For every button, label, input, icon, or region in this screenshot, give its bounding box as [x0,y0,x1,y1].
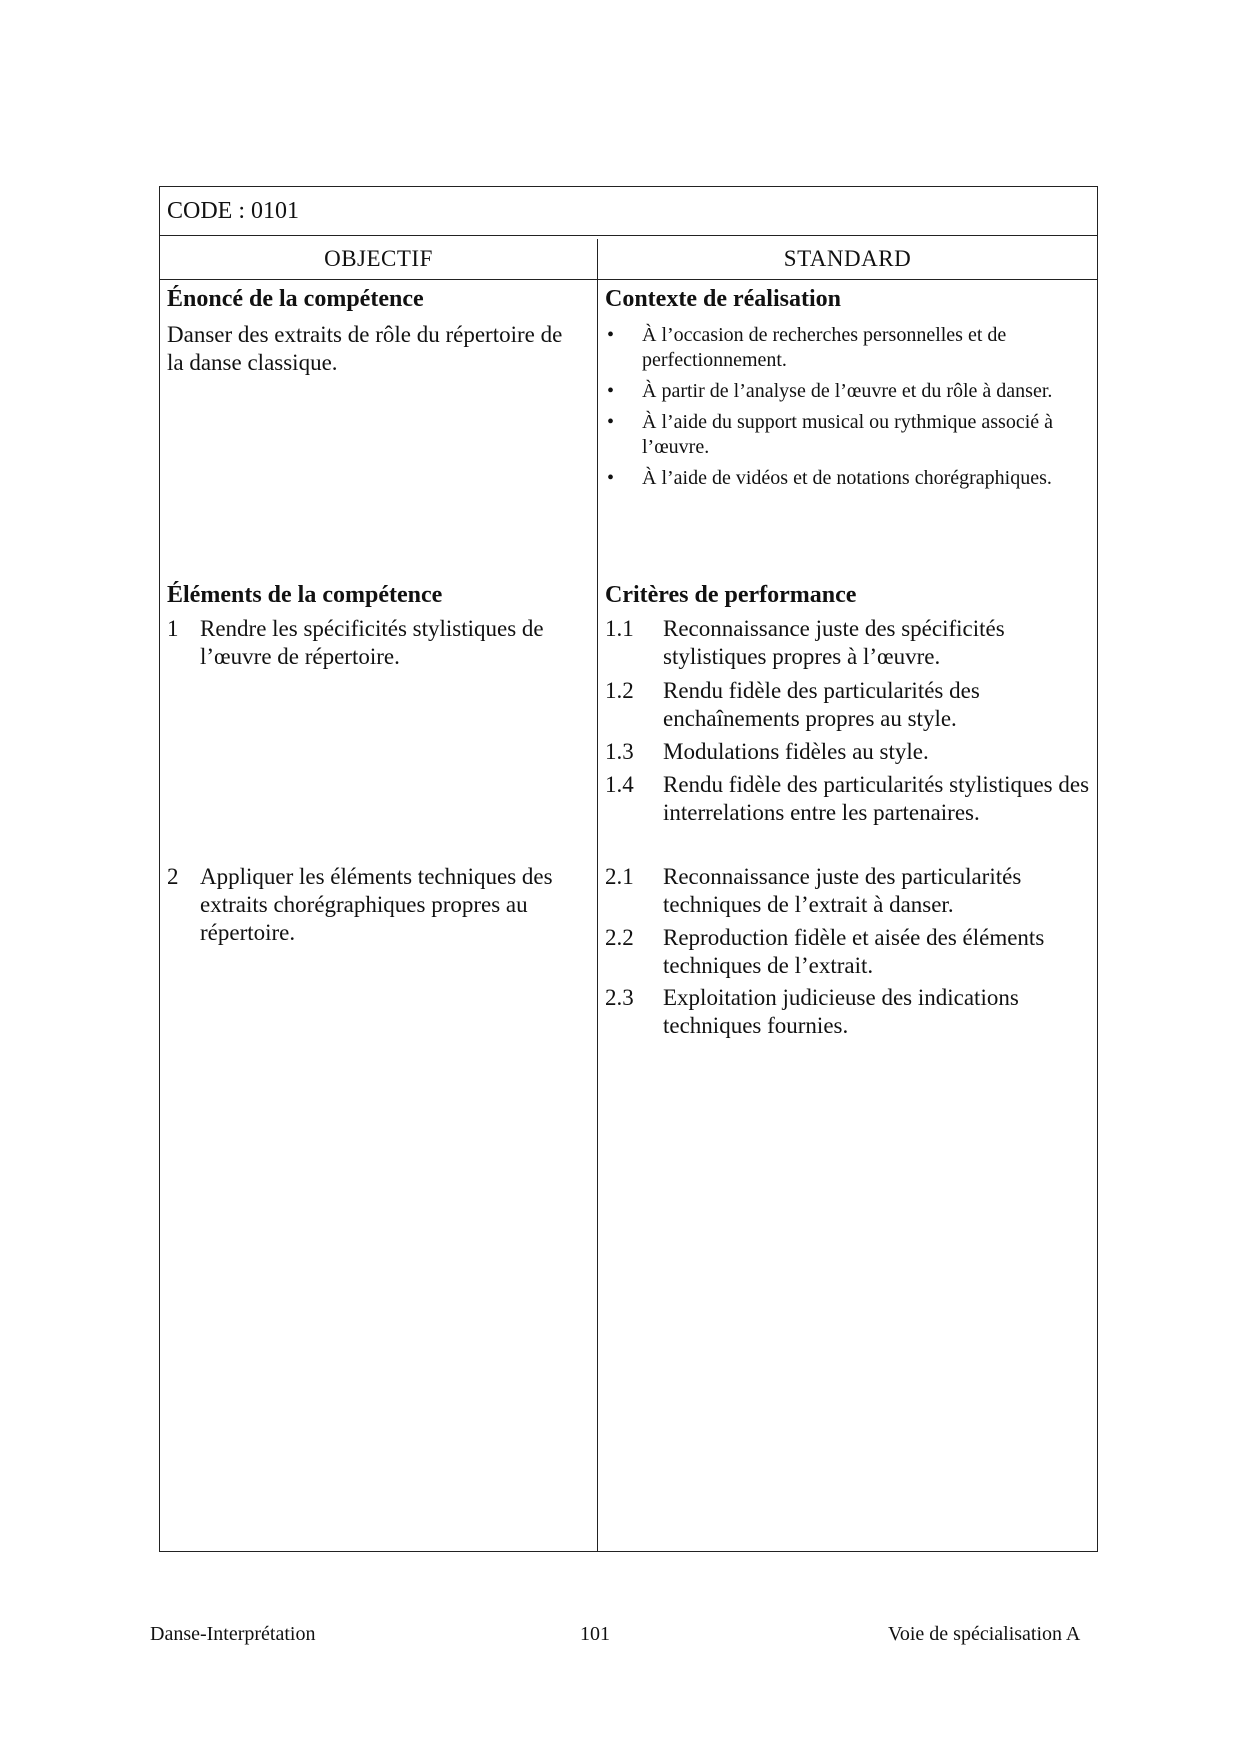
contexte-list [605,323,1087,497]
bullet-icon: • [607,324,615,346]
standard-header: STANDARD [783,246,912,271]
critere-number: 1.4 [605,772,634,797]
critere-number: 1.1 [605,616,634,641]
list-item [605,323,1087,373]
critere-item [605,924,1085,980]
critere-item [605,863,1085,919]
critere-number: 2.3 [605,985,634,1010]
objectif-header: OBJECTIF [324,246,433,271]
element-text: Rendre les spécificités stylistiques de l’œuvre de répertoire. [200,616,544,669]
criteres-title: Critères de performance [605,582,857,608]
competency-table [159,186,1098,1552]
element-number: 2 [167,864,179,889]
contexte-text: À l’aide de vidéos et de notations chorégraphiques. [642,467,1052,489]
standard-column [598,279,1097,1551]
critere-item [605,677,1085,733]
enonce-title: Énoncé de la compétence [167,286,424,312]
critere-number: 1.3 [605,739,634,764]
critere-text: Rendu fidèle des particularités des enchaînements propres au style. [663,678,980,731]
bullet-icon: • [607,411,615,433]
table-header-row [160,239,1097,280]
element-text: Appliquer les éléments techniques des extraits chorégraphiques propres au répertoire. [200,864,553,945]
list-item [605,410,1087,460]
critere-item [605,615,1085,671]
footer-page-number: 101 [580,1623,610,1645]
list-item [605,466,1087,491]
critere-text: Modulations fidèles au style. [663,739,929,764]
code-label: CODE : 0101 [160,187,1097,236]
critere-text: Reconnaissance juste des spécificités stylistiques propres à l’œuvre. [663,616,1005,669]
critere-text: Rendu fidèle des particularités stylistiques des interrelations entre les partenaires. [663,772,1090,825]
elements-title: Éléments de la compétence [167,582,443,608]
critere-text: Exploitation judicieuse des indications techniques fournies. [663,985,1019,1038]
critere-item [605,738,1085,766]
contexte-title: Contexte de réalisation [605,286,841,312]
bullet-icon: • [607,467,615,489]
critere-text: Reconnaissance juste des particularités techniques de l’extrait à danser. [663,864,1022,917]
critere-number: 2.1 [605,864,634,889]
critere-item [605,984,1085,1040]
critere-number: 2.2 [605,925,634,950]
footer-track: Voie de spécialisation A [888,1623,1081,1645]
element-number: 1 [167,616,179,641]
contexte-text: À partir de l’analyse de l’œuvre et du rôle à danser. [642,380,1053,402]
critere-number: 1.2 [605,678,634,703]
list-item [605,379,1087,404]
contexte-text: À l’aide du support musical ou rythmique associé à l’œuvre. [642,411,1054,458]
objectif-column [160,279,597,1551]
element-item [167,863,587,947]
footer-program: Danse-Interprétation [150,1623,316,1645]
contexte-text: À l’occasion de recherches personnelles et de perfectionnement. [642,324,1007,371]
critere-text: Reproduction fidèle et aisée des éléments techniques de l’extrait. [663,925,1045,978]
bullet-icon: • [607,380,615,402]
enonce-text: Danser des extraits de rôle du répertoire de la danse classique. [167,322,563,375]
element-item [167,615,587,671]
critere-item [605,771,1097,827]
